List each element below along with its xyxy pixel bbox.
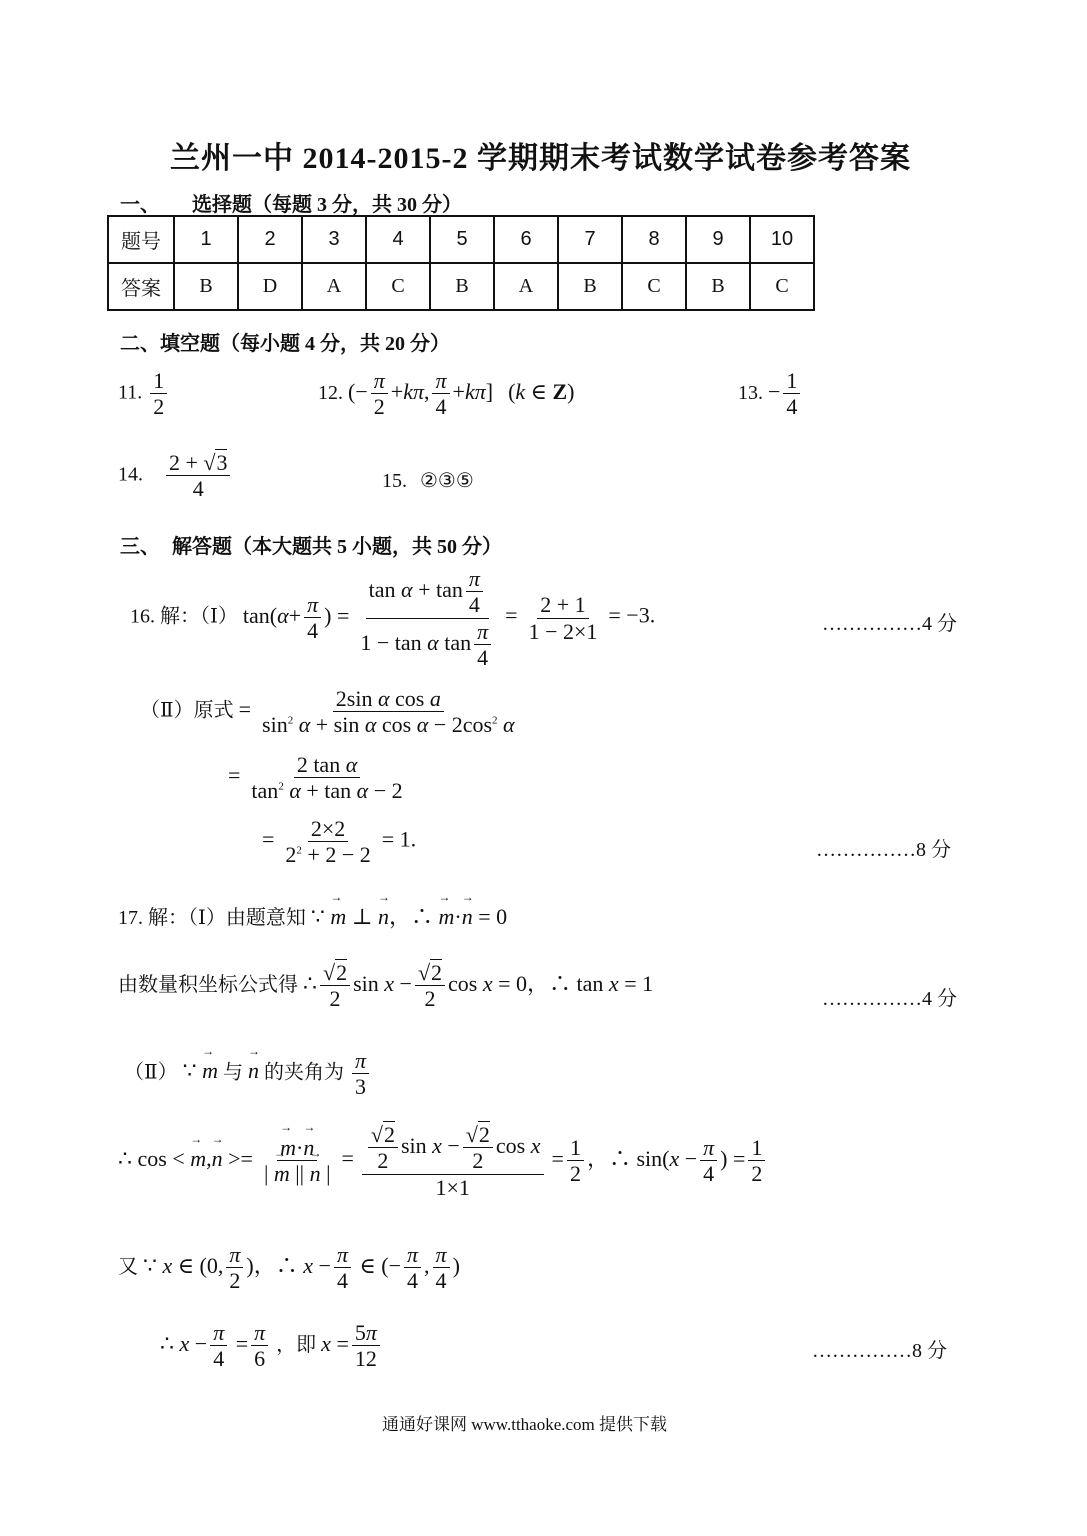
q16-part2-label: （Ⅱ）原式 (140, 699, 234, 722)
q12-label: 12. (318, 381, 343, 404)
table-cell: A (302, 263, 366, 310)
q17-line-2: 由数量积坐标公式得 ∴ $\frac{√2}{2}$ sin x − $\frac{√2}{2}$ cos x = 0，∴ tan x = 1 (118, 960, 654, 1012)
table-cell: 8 (622, 216, 686, 263)
q14-label: 14. (118, 463, 143, 486)
q17-result: ∴ x − $\frac{\pi}{4}$ = $\frac{\pi}{6}$ ，即 x = $\frac{5\pi}{12}$ (160, 1320, 383, 1372)
fraction: $\frac{1}{2}$ (150, 368, 167, 420)
answer-table (107, 215, 815, 311)
table-cell: 9 (686, 216, 750, 263)
q17-score-2: ……………8 分 (812, 1340, 947, 1362)
table-cell: 7 (558, 216, 622, 263)
q16-step-3: = $\frac{2\times 2}{2^2 + 2 - 2}$ = 1. (262, 816, 417, 868)
q15-answer: ②③⑤ (420, 470, 474, 492)
q17-score-1: ……………4 分 (822, 988, 957, 1010)
answer-12: 12. (− $\frac{\pi}{2}$ +kπ, $\frac{\pi}{4}$ +kπ] (k ∈ Z) (318, 368, 575, 420)
q17-part2: （Ⅱ） ∵ → m 与 → n 的夹角为 $\frac{\pi}{3}$ (124, 1048, 372, 1100)
row-header-number: 题号 (108, 216, 174, 263)
section-1-label: 一、 (120, 194, 160, 216)
table-cell: 5 (430, 216, 494, 263)
table-cell: C (366, 263, 430, 310)
q13-label: 13. (738, 381, 763, 404)
table-cell: 2 (238, 216, 302, 263)
table-cell: A (494, 263, 558, 310)
answer-11 (118, 368, 170, 420)
table-cell: D (238, 263, 302, 310)
q17-ji: ，即 (276, 1333, 317, 1356)
q17-line-1: 17. 解：（Ⅰ）由题意知 ∵ → m ⊥ → n，∴ → m·→ n = 0 (118, 900, 507, 931)
q16-score-1: ……………4 分 (822, 613, 957, 635)
q17-also: 又 (118, 1255, 138, 1278)
section-2-title: 二、填空题（每小题 4 分，共 20 分） (120, 333, 450, 355)
table-cell: B (686, 263, 750, 310)
q17-and: 与 (222, 1061, 243, 1084)
answer-13: 13. − $\frac{1}{4}$ (738, 368, 803, 420)
q16-part1: 16. 解：（Ⅰ） tan(α+ $\frac{\pi}{4}$ ) = tan α + tan $\frac{\pi}{4}$ 1 − tan α tan $\frac{\pi}{4}$ = $\frac{2 + 1}{1 - 2\times 1}$ = −3. (130, 566, 656, 670)
answer-14: 14. $\frac{2 + √3}{4}$ (118, 450, 233, 502)
q17-angle-text: 的夹角为 (263, 1061, 344, 1084)
q17-cos: ∴ cos < → m,→ n >= → $\frac{m\cdot\to n}{| \to m || \to n |}$ = $\frac{√2}{2}$ sin x − $\frac{√2}{2}$ cos x 1×1 = $\frac{1}{2}$ ，∴ sin(x − $\frac{\pi}{4}$ ) = $\frac{1}{2}$ (118, 1122, 768, 1200)
q17-label: 17. 解：（Ⅰ）由题意知 (118, 907, 306, 929)
section-3-label: 三、 (120, 536, 160, 558)
table-cell: 3 (302, 216, 366, 263)
q17-part2-label: （Ⅱ） (124, 1061, 178, 1084)
table-cell: 10 (750, 216, 814, 263)
q16-label: 16. 解：（Ⅰ） (130, 605, 238, 628)
q17-range: 又 ∵ x ∈ (0, $\frac{\pi}{2}$ )，∴ x − $\frac{\pi}{4}$ ∈ (− $\frac{\pi}{4}$ , $\frac{\pi}{4}$ ) (118, 1242, 460, 1294)
table-cell: B (174, 263, 238, 310)
answer-15 (382, 468, 474, 493)
table-cell: 1 (174, 216, 238, 263)
section-1-title: 选择题（每题 3 分，共 30 分） (192, 194, 462, 216)
q16-step-2: = $\frac{\text{2 tan α}}{\tan^2 \alpha + \tan \alpha - 2}$ (228, 752, 403, 804)
q15-label: 15. (382, 470, 407, 492)
q11-label: 11. (118, 381, 143, 404)
page-title: 兰州一中 2014-2015-2 学期期末考试数学试卷参考答案 (170, 142, 911, 175)
table-cell: C (622, 263, 686, 310)
footer-text: 通通好课网 www.tthaoke.com 提供下载 (382, 1415, 668, 1434)
table-cell: 4 (366, 216, 430, 263)
table-cell: B (430, 263, 494, 310)
q17-line2-label: 由数量积坐标公式得 (118, 973, 298, 996)
table-cell: B (558, 263, 622, 310)
row-header-answer: 答案 (108, 263, 174, 310)
table-row-numbers (108, 216, 814, 263)
table-row-answers (108, 263, 814, 310)
section-3-title: 解答题（本大题共 5 小题，共 50 分） (172, 536, 502, 558)
q16-score-2: ……………8 分 (816, 839, 951, 861)
table-cell: 6 (494, 216, 558, 263)
table-cell: C (750, 263, 814, 310)
q16-part2: （Ⅱ）原式 = $\frac{\text{2sin α cos a}}{\sin^2 \alpha + \sin \alpha \cos \alpha - 2\cos^2 \alpha}$ (140, 686, 515, 738)
